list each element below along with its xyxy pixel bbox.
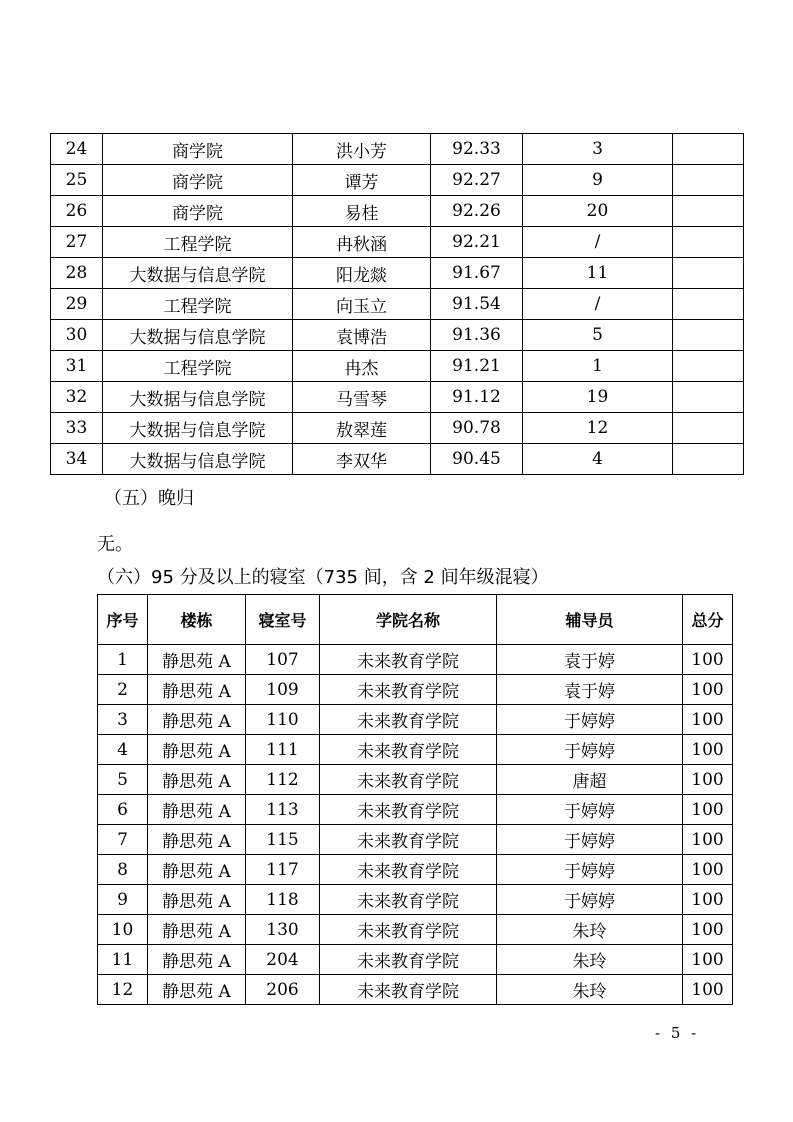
table-row xyxy=(51,134,744,165)
college-cell: 未来教育学院 xyxy=(320,825,497,855)
room-number-cell: 112 xyxy=(246,765,320,795)
rank-cell: 31 xyxy=(51,351,103,382)
index-cell: 12 xyxy=(98,975,148,1005)
class-rank-cell: 1 xyxy=(523,351,673,382)
column-header: 序号 xyxy=(98,595,148,645)
dorm-score-table-header xyxy=(98,595,733,645)
building-cell: 静思苑 A xyxy=(148,975,246,1005)
college-cell: 未来教育学院 xyxy=(320,915,497,945)
table-row xyxy=(98,795,733,825)
total-score-cell: 100 xyxy=(683,885,733,915)
score-cell: 91.21 xyxy=(431,351,523,382)
college-cell: 未来教育学院 xyxy=(320,705,497,735)
total-score-cell: 100 xyxy=(683,825,733,855)
dorm-score-table-body xyxy=(98,645,733,1005)
rank-cell: 27 xyxy=(51,227,103,258)
student-name-cell: 谭芳 xyxy=(293,165,431,196)
table-row xyxy=(98,855,733,885)
table-row xyxy=(98,645,733,675)
total-score-cell: 100 xyxy=(683,735,733,765)
room-number-cell: 113 xyxy=(246,795,320,825)
student-score-table xyxy=(50,133,744,475)
remark-cell xyxy=(673,227,744,258)
rank-cell: 28 xyxy=(51,258,103,289)
counselor-cell: 朱玲 xyxy=(497,945,683,975)
counselor-cell: 于婷婷 xyxy=(497,705,683,735)
index-cell: 7 xyxy=(98,825,148,855)
index-cell: 4 xyxy=(98,735,148,765)
section-heading-dorms-95-plus: （六）95 分及以上的寝室（735 间，含 2 间年级混寝） xyxy=(97,567,549,588)
counselor-cell: 朱玲 xyxy=(497,975,683,1005)
score-cell: 91.54 xyxy=(431,289,523,320)
student-name-cell: 敖翠莲 xyxy=(293,413,431,444)
section-heading-late-return: （五）晚归 xyxy=(104,488,194,509)
building-cell: 静思苑 A xyxy=(148,825,246,855)
counselor-cell: 于婷婷 xyxy=(497,855,683,885)
rank-cell: 25 xyxy=(51,165,103,196)
remark-cell xyxy=(673,289,744,320)
rank-cell: 29 xyxy=(51,289,103,320)
building-cell: 静思苑 A xyxy=(148,735,246,765)
counselor-cell: 于婷婷 xyxy=(497,885,683,915)
class-rank-cell: / xyxy=(523,289,673,320)
index-cell: 5 xyxy=(98,765,148,795)
index-cell: 1 xyxy=(98,645,148,675)
rank-cell: 24 xyxy=(51,134,103,165)
building-cell: 静思苑 A xyxy=(148,675,246,705)
student-score-table-body xyxy=(51,134,744,475)
building-cell: 静思苑 A xyxy=(148,915,246,945)
table-row xyxy=(98,945,733,975)
college-cell: 未来教育学院 xyxy=(320,945,497,975)
class-rank-cell: 11 xyxy=(523,258,673,289)
remark-cell xyxy=(673,320,744,351)
score-cell: 92.27 xyxy=(431,165,523,196)
index-cell: 8 xyxy=(98,855,148,885)
college-cell: 未来教育学院 xyxy=(320,675,497,705)
rank-cell: 26 xyxy=(51,196,103,227)
room-number-cell: 110 xyxy=(246,705,320,735)
table-row xyxy=(98,675,733,705)
section-text-none: 无。 xyxy=(97,534,133,555)
remark-cell xyxy=(673,382,744,413)
table-row xyxy=(51,351,744,382)
college-cell: 工程学院 xyxy=(103,289,293,320)
total-score-cell: 100 xyxy=(683,855,733,885)
class-rank-cell: 12 xyxy=(523,413,673,444)
counselor-cell: 于婷婷 xyxy=(497,735,683,765)
college-cell: 大数据与信息学院 xyxy=(103,382,293,413)
index-cell: 2 xyxy=(98,675,148,705)
index-cell: 10 xyxy=(98,915,148,945)
score-cell: 92.21 xyxy=(431,227,523,258)
student-name-cell: 洪小芳 xyxy=(293,134,431,165)
college-cell: 商学院 xyxy=(103,196,293,227)
counselor-cell: 袁于婷 xyxy=(497,645,683,675)
class-rank-cell: 4 xyxy=(523,444,673,475)
student-name-cell: 易桂 xyxy=(293,196,431,227)
total-score-cell: 100 xyxy=(683,945,733,975)
score-cell: 92.26 xyxy=(431,196,523,227)
counselor-cell: 于婷婷 xyxy=(497,825,683,855)
total-score-cell: 100 xyxy=(683,705,733,735)
room-number-cell: 117 xyxy=(246,855,320,885)
remark-cell xyxy=(673,444,744,475)
class-rank-cell: / xyxy=(523,227,673,258)
college-cell: 未来教育学院 xyxy=(320,735,497,765)
building-cell: 静思苑 A xyxy=(148,855,246,885)
student-name-cell: 马雪琴 xyxy=(293,382,431,413)
class-rank-cell: 9 xyxy=(523,165,673,196)
total-score-cell: 100 xyxy=(683,795,733,825)
room-number-cell: 115 xyxy=(246,825,320,855)
room-number-cell: 130 xyxy=(246,915,320,945)
college-cell: 未来教育学院 xyxy=(320,765,497,795)
room-number-cell: 111 xyxy=(246,735,320,765)
remark-cell xyxy=(673,258,744,289)
building-cell: 静思苑 A xyxy=(148,885,246,915)
building-cell: 静思苑 A xyxy=(148,645,246,675)
college-cell: 大数据与信息学院 xyxy=(103,258,293,289)
table-row xyxy=(98,705,733,735)
college-cell: 未来教育学院 xyxy=(320,885,497,915)
building-cell: 静思苑 A xyxy=(148,705,246,735)
total-score-cell: 100 xyxy=(683,675,733,705)
college-cell: 未来教育学院 xyxy=(320,975,497,1005)
table-row xyxy=(51,289,744,320)
page-number: - 5 - xyxy=(655,1024,700,1042)
college-cell: 商学院 xyxy=(103,165,293,196)
table-row xyxy=(98,825,733,855)
table-row xyxy=(98,915,733,945)
class-rank-cell: 20 xyxy=(523,196,673,227)
table-row xyxy=(51,444,744,475)
room-number-cell: 107 xyxy=(246,645,320,675)
remark-cell xyxy=(673,196,744,227)
index-cell: 6 xyxy=(98,795,148,825)
room-number-cell: 109 xyxy=(246,675,320,705)
table-row xyxy=(51,165,744,196)
college-cell: 未来教育学院 xyxy=(320,645,497,675)
dorm-score-table xyxy=(97,594,733,1005)
column-header: 学院名称 xyxy=(320,595,497,645)
total-score-cell: 100 xyxy=(683,975,733,1005)
building-cell: 静思苑 A xyxy=(148,945,246,975)
table-row xyxy=(51,196,744,227)
score-cell: 90.78 xyxy=(431,413,523,444)
table-row xyxy=(98,735,733,765)
room-number-cell: 206 xyxy=(246,975,320,1005)
student-name-cell: 袁博浩 xyxy=(293,320,431,351)
index-cell: 9 xyxy=(98,885,148,915)
table-row xyxy=(51,382,744,413)
rank-cell: 34 xyxy=(51,444,103,475)
table-row xyxy=(51,258,744,289)
table-row xyxy=(98,975,733,1005)
counselor-cell: 袁于婷 xyxy=(497,675,683,705)
total-score-cell: 100 xyxy=(683,915,733,945)
college-cell: 商学院 xyxy=(103,134,293,165)
college-cell: 未来教育学院 xyxy=(320,795,497,825)
table-row xyxy=(51,227,744,258)
student-name-cell: 冉秋涵 xyxy=(293,227,431,258)
building-cell: 静思苑 A xyxy=(148,795,246,825)
counselor-cell: 朱玲 xyxy=(497,915,683,945)
student-name-cell: 阳龙燚 xyxy=(293,258,431,289)
rank-cell: 32 xyxy=(51,382,103,413)
college-cell: 工程学院 xyxy=(103,351,293,382)
total-score-cell: 100 xyxy=(683,645,733,675)
column-header: 总分 xyxy=(683,595,733,645)
class-rank-cell: 3 xyxy=(523,134,673,165)
student-name-cell: 向玉立 xyxy=(293,289,431,320)
college-cell: 大数据与信息学院 xyxy=(103,444,293,475)
student-name-cell: 李双华 xyxy=(293,444,431,475)
total-score-cell: 100 xyxy=(683,765,733,795)
remark-cell xyxy=(673,165,744,196)
score-cell: 91.67 xyxy=(431,258,523,289)
college-cell: 大数据与信息学院 xyxy=(103,413,293,444)
column-header: 寝室号 xyxy=(246,595,320,645)
score-cell: 90.45 xyxy=(431,444,523,475)
college-cell: 未来教育学院 xyxy=(320,855,497,885)
table-row xyxy=(51,413,744,444)
class-rank-cell: 5 xyxy=(523,320,673,351)
class-rank-cell: 19 xyxy=(523,382,673,413)
room-number-cell: 204 xyxy=(246,945,320,975)
college-cell: 大数据与信息学院 xyxy=(103,320,293,351)
column-header: 楼栋 xyxy=(148,595,246,645)
college-cell: 工程学院 xyxy=(103,227,293,258)
index-cell: 3 xyxy=(98,705,148,735)
score-cell: 92.33 xyxy=(431,134,523,165)
table-row xyxy=(51,320,744,351)
building-cell: 静思苑 A xyxy=(148,765,246,795)
table-row xyxy=(98,885,733,915)
index-cell: 11 xyxy=(98,945,148,975)
counselor-cell: 于婷婷 xyxy=(497,795,683,825)
table-row xyxy=(98,765,733,795)
column-header: 辅导员 xyxy=(497,595,683,645)
student-name-cell: 冉杰 xyxy=(293,351,431,382)
remark-cell xyxy=(673,351,744,382)
rank-cell: 33 xyxy=(51,413,103,444)
remark-cell xyxy=(673,134,744,165)
room-number-cell: 118 xyxy=(246,885,320,915)
remark-cell xyxy=(673,413,744,444)
rank-cell: 30 xyxy=(51,320,103,351)
counselor-cell: 唐超 xyxy=(497,765,683,795)
score-cell: 91.36 xyxy=(431,320,523,351)
score-cell: 91.12 xyxy=(431,382,523,413)
